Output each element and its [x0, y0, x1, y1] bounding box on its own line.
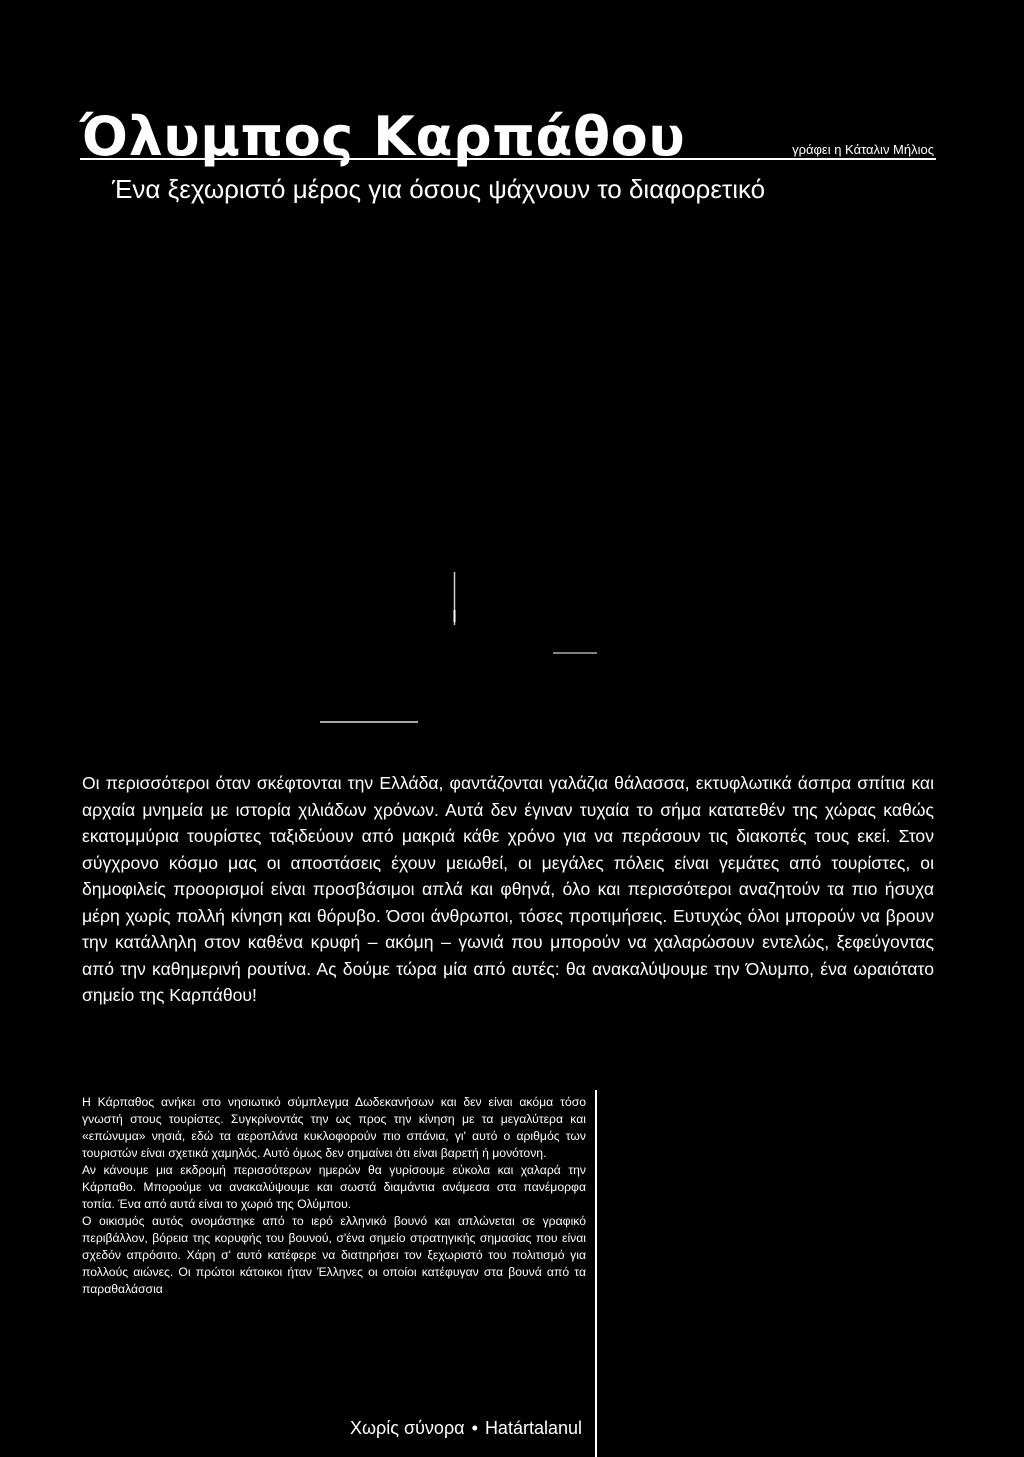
column-divider — [595, 1090, 597, 1457]
column-paragraph-2: Αν κάνουμε μια εκδρομή περισσότερων ημερών θα γυρίσουμε εύκολα και χαλαρά την Κάρπαθο. Μπορούμε να ανακαλύψουμε και σωστά διαμάντια ανάμεσα στα πανέμορφα τοπία. Ένα από αυτά είναι το χωριό της Ολύμπου. — [82, 1163, 586, 1211]
intro-paragraph: Οι περισσότεροι όταν σκέφτονται την Ελλάδα, φαντάζονται γαλάζια θάλασσα, εκτυφλωτικά άσπρα σπίτια και αρχαία μνημεία με ιστορία χιλιάδων χρόνων. Αυτά δεν έγιναν τυχαία το σήμα κατατεθέν της χώρας καθώς εκατομμύρια τουρίστες ταξιδεύουν από μακριά κάθε χρόνο για να περάσουν τις διακοπές τους εκεί. Στον σύγχρονο κόσμο μας οι αποστάσεις έχουν μειωθεί, οι μεγάλες πόλεις είναι γεμάτες από τουρίστες, οι δημοφιλείς προορισμοί είναι προσβάσιμοι απλά και φθηνά, όλο και περισσότεροι αναζητούν τα πιο ήσυχα μέρη χωρίς πολλή κίνηση και θόρυβο. Όσοι άνθρωποι, τόσες προτιμήσεις. Ευτυχώς όλοι μπορούν να βρουν την κατάλληλη στον καθένα κρυφή – ακόμη – γωνιά που μπορούν να χαλαρώσουν εντελώς, ξεφεύγοντας από την καθημερινή ρουτίνα. Ας δούμε τώρα μία από αυτές: θα ανακαλύψουμε την Όλυμπο, ένα ωραιότατο σημείο της Καρπάθου! — [82, 773, 934, 1005]
page-footer — [80, 1418, 582, 1440]
article-title: Όλυμπος Καρπάθου — [80, 105, 686, 168]
footer-label-greek: Χωρίς σύνορα — [350, 1418, 465, 1438]
column-paragraph-1: Η Κάρπαθος ανήκει στο νησιωτικό σύμπλεγμα Δωδεκανήσων και δεν είναι ακόμα τόσο γνωστή στους τουρίστες. Συγκρίνοντάς την ως προς την κίνηση με τα μεγαλύτερα και «επώνυμα» νησιά, εδώ τα αεροπλάνα κυκλοφορούν πιο σπάνια, γι' αυτό ο αριθμός των τουριστών είναι σχετικά χαμηλός. Αυτό όμως δεν σημαίνει ότι είναι βαρετή ή μονότονη. — [82, 1095, 586, 1160]
footer-label-hungarian: Határtalanul — [484, 1418, 582, 1438]
author-byline: γράφει η Κάταλιν Μήλιος — [792, 142, 934, 157]
title-row — [80, 92, 936, 168]
article-subtitle: Ένα ξεχωριστό μέρος για όσους ψάχνουν το διαφορετικό — [112, 174, 766, 204]
article-column — [82, 1094, 586, 1298]
footer-bullet: • — [471, 1418, 478, 1438]
column-paragraph-3: Ο οικισμός αυτός ονομάστηκε από το ιερό ελληνικό βουνό και απλώνεται σε γραφικό περιβάλλον, βόρεια της κορυφής του βουνού, σ'ένα σημείο στρατηγικής σημασίας που είναι σχεδόν απρόσιτο. Χάρη σ' αυτό κατέφερε να διατηρήσει τον ξεχωριστό του πολιτισμό για πολλούς αιώνες. Οι πρώτοι κάτοικοι ήταν Έλληνες οι οποίοι κατέφυγαν στα βουνά από τα παραθαλάσσια — [82, 1214, 586, 1296]
intro-text — [82, 770, 934, 1009]
